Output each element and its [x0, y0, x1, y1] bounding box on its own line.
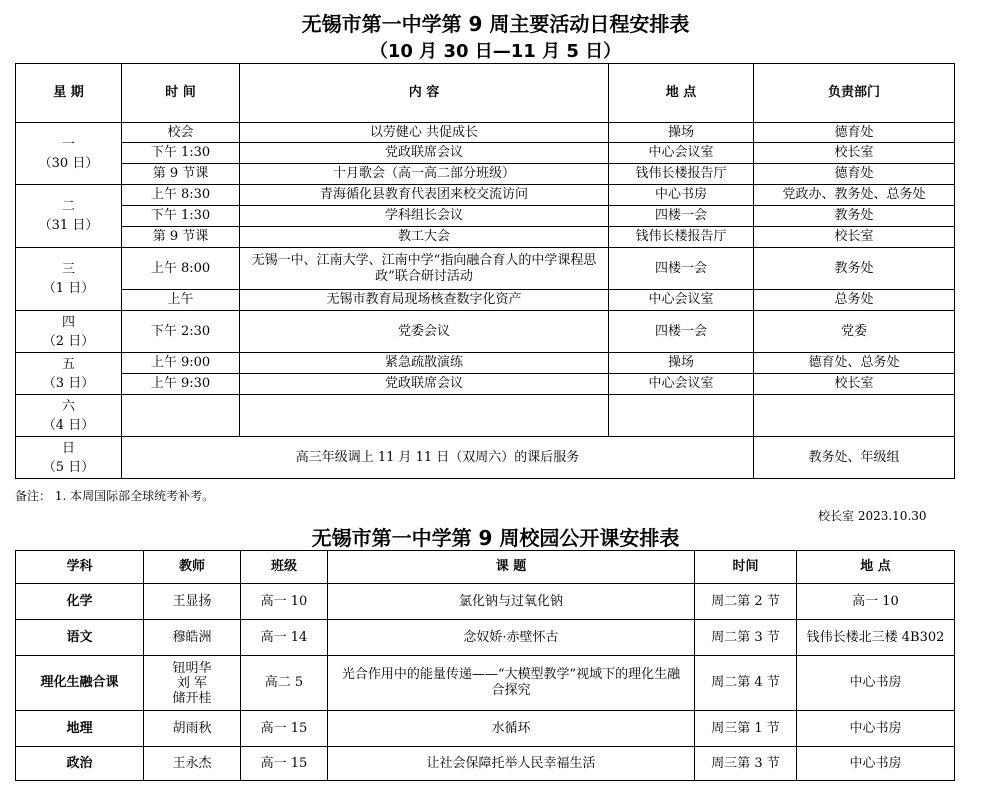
- content-cell: 党政联席会议: [240, 374, 609, 395]
- open-class-table: [15, 550, 955, 781]
- teacher-name: 胡雨秋: [172, 721, 212, 736]
- content-cell: [240, 395, 609, 437]
- dept-cell: 校长室: [754, 227, 955, 248]
- dept-cell: 教务处: [754, 248, 955, 290]
- schedule-note: 备注： 1. 本周国际部全球统考补考。: [15, 489, 215, 503]
- subject-cell: 化学: [16, 584, 144, 620]
- header-time: 时间: [695, 551, 797, 584]
- time-cell: 下午 1:30: [122, 206, 240, 227]
- day-cell: [16, 248, 122, 311]
- day-date: （2 日）: [42, 333, 95, 349]
- class-cell: 高二 5: [241, 656, 328, 711]
- header-place: 地 点: [609, 64, 754, 123]
- teacher-cell: [144, 584, 241, 620]
- dept-cell: 教务处: [754, 206, 955, 227]
- header-content: 内 容: [240, 64, 609, 123]
- place-cell: [609, 395, 754, 437]
- teacher-name: 钮明华: [172, 660, 212, 676]
- table-row: [16, 584, 955, 620]
- content-cell: 以劳健心 共促成长: [240, 123, 609, 143]
- table-row: [16, 227, 955, 248]
- content-cell: 青海循化县教育代表团来校交流访问: [240, 185, 609, 206]
- content-cell: 无锡市教育局现场核查数字化资产: [240, 290, 609, 311]
- time-cell: 第 9 节课: [122, 164, 240, 185]
- header-teacher: 教师: [144, 551, 241, 584]
- time-cell: 下午 2:30: [122, 311, 240, 353]
- time-cell: 周三第 1 节: [695, 711, 797, 747]
- time-cell: 周二第 2 节: [695, 584, 797, 620]
- open-class-title: 无锡市第一中学第 9 周校园公开课安排表: [311, 526, 680, 550]
- class-cell: 高一 15: [241, 711, 328, 747]
- table-row: [16, 747, 955, 781]
- day-cell: [16, 437, 122, 479]
- header-subject: 学科: [16, 551, 144, 584]
- time-cell: 下午 1:30: [122, 143, 240, 164]
- place-cell: 钱伟长楼报告厅: [609, 164, 754, 185]
- time-cell: 第 9 节课: [122, 227, 240, 248]
- table-row: [16, 395, 955, 437]
- header-time: 时 间: [122, 64, 240, 123]
- dept-cell: 总务处: [754, 290, 955, 311]
- table-row: [16, 311, 955, 353]
- header-class: 班级: [241, 551, 328, 584]
- topic-cell: 氯化钠与过氧化钠: [328, 584, 695, 620]
- place-cell: 中心会议室: [609, 143, 754, 164]
- table-row: [16, 206, 955, 227]
- day-label: 三: [61, 262, 75, 277]
- teacher-name: 储开桂: [172, 690, 212, 706]
- day-date: （30 日）: [38, 155, 99, 171]
- day-cell: [16, 311, 122, 353]
- place-cell: 中心会议室: [609, 290, 754, 311]
- day-cell: [16, 185, 122, 248]
- content-cell: 党委会议: [240, 311, 609, 353]
- open-class-header-row: [16, 551, 955, 584]
- time-cell: 上午 8:30: [122, 185, 240, 206]
- schedule-title: 无锡市第一中学第 9 周主要活动日程安排表: [301, 12, 690, 36]
- place-cell: 四楼一会: [609, 311, 754, 353]
- time-cell: 周二第 4 节: [695, 656, 797, 711]
- table-row: [16, 164, 955, 185]
- teacher-name: 刘 军: [176, 675, 208, 691]
- time-cell: [122, 395, 240, 437]
- place-cell: 钱伟长楼北三楼 4B302: [797, 620, 955, 656]
- header-place: 地 点: [797, 551, 955, 584]
- day-label: 五: [61, 356, 75, 372]
- time-cell: 校会: [122, 123, 240, 143]
- place-cell: 高一 10: [797, 584, 955, 620]
- dept-cell: 教务处、年级组: [754, 437, 955, 479]
- topic-cell: 水循环: [328, 711, 695, 747]
- place-cell: 四楼一会: [609, 248, 754, 290]
- place-cell: 中心书房: [609, 185, 754, 206]
- dept-cell: 德育处、总务处: [754, 353, 955, 374]
- dept-cell: [754, 395, 955, 437]
- day-cell: [16, 353, 122, 395]
- place-cell: 中心书房: [797, 711, 955, 747]
- time-cell: 上午 9:30: [122, 374, 240, 395]
- schedule-signature: 校长室 2023.10.30: [818, 509, 927, 523]
- class-cell: 高一 15: [241, 747, 328, 781]
- day-label: 四: [61, 314, 75, 330]
- day-label: 二: [61, 199, 75, 214]
- place-cell: 操场: [609, 123, 754, 143]
- table-row: [16, 437, 955, 479]
- place-cell: 中心会议室: [609, 374, 754, 395]
- teacher-name: 穆皓洲: [172, 630, 212, 645]
- place-cell: 中心书房: [797, 747, 955, 781]
- table-row: [16, 185, 955, 206]
- dept-cell: 校长室: [754, 143, 955, 164]
- topic-cell: 念奴娇·赤壁怀古: [328, 620, 695, 656]
- teacher-cell: [144, 711, 241, 747]
- day-label: 六: [61, 398, 75, 414]
- place-cell: 操场: [609, 353, 754, 374]
- content-cell: 紧急疏散演练: [240, 353, 609, 374]
- teacher-cell: [144, 656, 241, 711]
- table-row: [16, 353, 955, 374]
- time-cell: 周二第 3 节: [695, 620, 797, 656]
- teacher-name: 王永杰: [172, 756, 212, 771]
- subject-cell: 理化生融合课: [16, 656, 144, 711]
- topic-cell: 光合作用中的能量传递——“大模型教学”视域下的理化生融合探究: [328, 656, 695, 711]
- teacher-cell: [144, 620, 241, 656]
- day-date: （31 日）: [38, 218, 99, 233]
- header-weekday: 星 期: [16, 64, 122, 123]
- day-date: （3 日）: [42, 375, 95, 391]
- day-date: （5 日）: [42, 459, 95, 475]
- dept-cell: 德育处: [754, 164, 955, 185]
- content-cell: 无锡一中、江南大学、江南中学“指向融合育人的中学课程思政”联合研讨活动: [240, 248, 609, 290]
- header-topic: 课 题: [328, 551, 695, 584]
- teacher-name: 王显扬: [172, 594, 212, 609]
- content-cell: 十月歌会（高一高二部分班级）: [240, 164, 609, 185]
- day-cell: [16, 395, 122, 437]
- dept-cell: 德育处: [754, 123, 955, 143]
- table-row: [16, 123, 955, 143]
- day-label: 日: [61, 440, 75, 456]
- dept-cell: 党政办、教务处、总务处: [754, 185, 955, 206]
- class-cell: 高一 10: [241, 584, 328, 620]
- content-cell: 学科组长会议: [240, 206, 609, 227]
- table-row: [16, 711, 955, 747]
- place-cell: 中心书房: [797, 656, 955, 711]
- table-row: [16, 374, 955, 395]
- place-cell: 钱伟长楼报告厅: [609, 227, 754, 248]
- day-date: （1 日）: [42, 281, 95, 296]
- time-cell: 上午 9:00: [122, 353, 240, 374]
- content-cell: 党政联席会议: [240, 143, 609, 164]
- teacher-cell: [144, 747, 241, 781]
- topic-cell: 让社会保障托举人民幸福生活: [328, 747, 695, 781]
- schedule-header-row: [16, 64, 955, 123]
- day-date: （4 日）: [42, 417, 95, 433]
- table-row: [16, 620, 955, 656]
- header-dept: 负责部门: [754, 64, 955, 123]
- schedule-subtitle: （10 月 30 日—11 月 5 日）: [369, 41, 622, 62]
- day-cell: [16, 123, 122, 185]
- day-label: 一: [61, 136, 75, 152]
- merged-content-cell: 高三年级调上 11 月 11 日（双周六）的课后服务: [122, 437, 754, 479]
- subject-cell: 语文: [16, 620, 144, 656]
- time-cell: 周三第 3 节: [695, 747, 797, 781]
- time-cell: 上午 8:00: [122, 248, 240, 290]
- table-row: [16, 143, 955, 164]
- table-row: [16, 248, 955, 290]
- content-cell: 教工大会: [240, 227, 609, 248]
- dept-cell: 党委: [754, 311, 955, 353]
- dept-cell: 校长室: [754, 374, 955, 395]
- time-cell: 上午: [122, 290, 240, 311]
- table-row: [16, 656, 955, 711]
- subject-cell: 地理: [16, 711, 144, 747]
- subject-cell: 政治: [16, 747, 144, 781]
- place-cell: 四楼一会: [609, 206, 754, 227]
- schedule-table: [15, 63, 955, 479]
- table-row: [16, 290, 955, 311]
- class-cell: 高一 14: [241, 620, 328, 656]
